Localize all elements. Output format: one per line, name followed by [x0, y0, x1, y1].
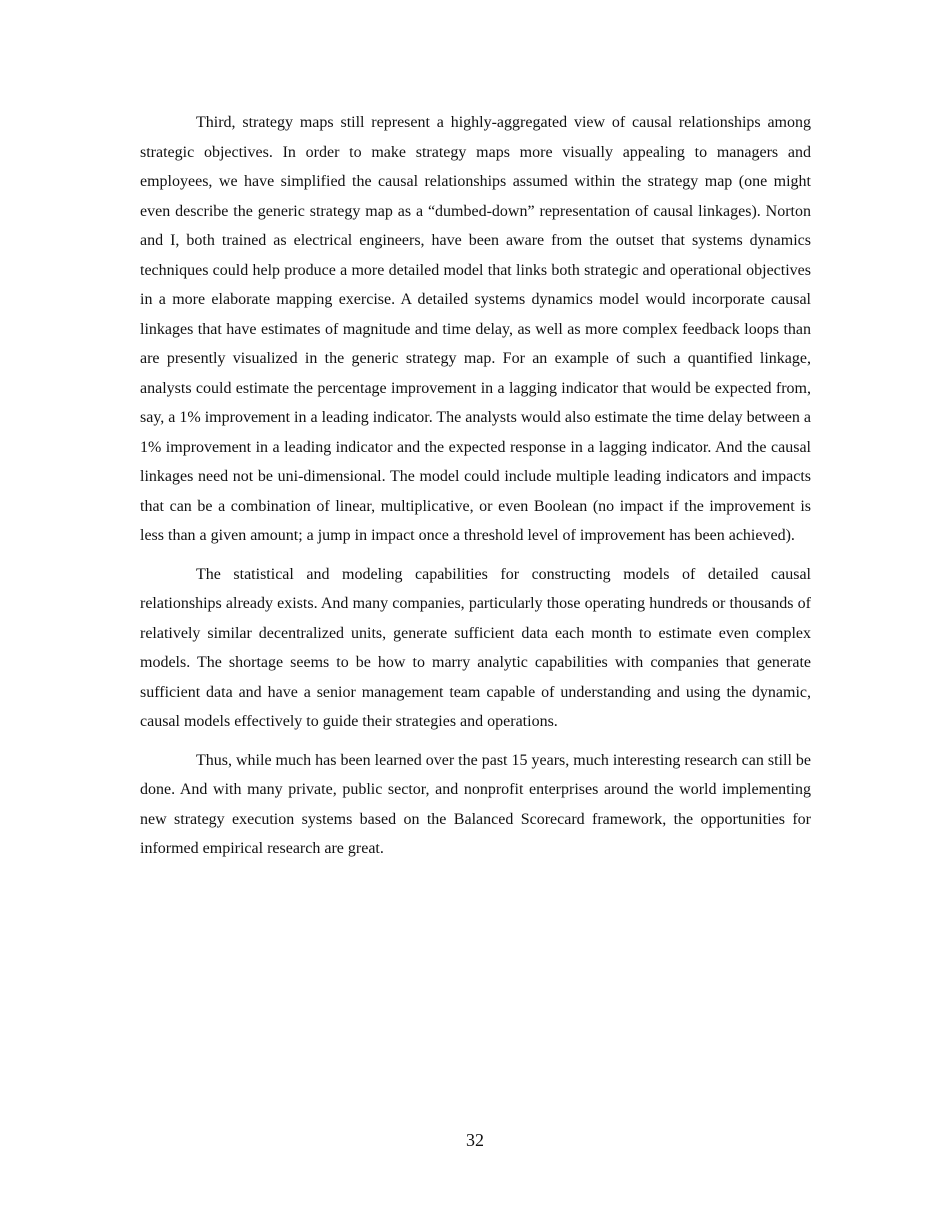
page-number: 32	[466, 1130, 484, 1150]
body-text	[140, 108, 811, 873]
paragraph-modeling-capabilities: The statistical and modeling capabilities for constructing models of detailed causal relationships already exists. And many companies, particularly those operating hundreds or thousands of relatively similar decentralized units, generate sufficient data each month to estimate even complex models. The shortage seems to be how to marry analytic capabilities with companies that generate sufficient data and have a senior management team capable of understanding and using the dynamic, causal models effectively to guide their strategies and operations.	[140, 565, 811, 730]
paragraph-strategy-maps: Third, strategy maps still represent a highly-aggregated view of causal relationships among strategic objectives. In order to make strategy maps more visually appealing to managers and employees, we have simplified the causal relationships assumed within the strategy map (one might even describe the generic strategy map as a “dumbed-down” representation of causal linkages). Norton and I, both trained as electrical engineers, have been aware from the outset that systems dynamics techniques could help produce a more detailed model that links both strategic and operational objectives in a more elaborate mapping exercise. A detailed systems dynamics model would incorporate causal linkages that have estimates of magnitude and time delay, as well as more complex feedback loops than are presently visualized in the generic strategy map. For an example of such a quantified linkage, analysts could estimate the percentage improvement in a lagging indicator that would be expected from, say, a 1% improvement in a leading indicator. The analysts would also estimate the time delay between a 1% improvement in a leading indicator and the expected response in a lagging indicator. And the causal linkages need not be uni-dimensional. The model could include multiple leading indicators and impacts that can be a combination of linear, multiplicative, or even Boolean (no impact if the improvement is less than a given amount; a jump in impact once a threshold level of improvement has been achieved).	[140, 114, 811, 544]
paragraph-conclusion: Thus, while much has been learned over the past 15 years, much interesting research can still be done. And with many private, public sector, and nonprofit enterprises around the world implementing new strategy execution systems based on the Balanced Scorecard framework, the opportunities for informed empirical research are great.	[140, 751, 811, 857]
